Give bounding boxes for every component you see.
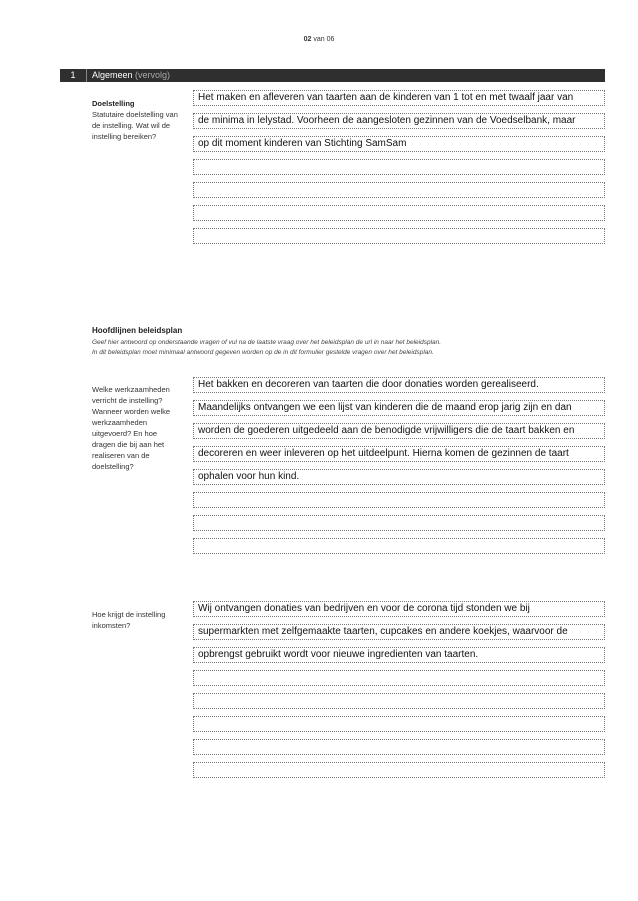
inkomsten-line-7[interactable]	[193, 739, 605, 755]
section-title-text: Algemeen	[92, 70, 133, 80]
werkzaamheden-line-6[interactable]	[193, 492, 605, 508]
doelstelling-label	[92, 98, 182, 142]
doelstelling-description: Statutaire doelstelling van de instelling. Wat wil de instelling bereiken?	[92, 110, 178, 141]
doelstelling-line-3[interactable]: op dit moment kinderen van Stichting SamSam	[193, 136, 605, 152]
beleidsplan-note-1: Geef hier antwoord op onderstaande vragen of vul na de laatste vraag over het beleidsplan de url in naar het beleidsplan.	[92, 339, 442, 346]
werkzaamheden-line-4[interactable]: decoreren en weer inleveren op het uitdeelpunt. Hierna komen de gezinnen de taart	[193, 446, 605, 462]
page-current: 02	[303, 36, 312, 43]
inkomsten-line-8[interactable]	[193, 762, 605, 778]
doelstelling-line-1[interactable]: Het maken en afleveren van taarten aan de kinderen van 1 tot en met twaalf jaar van	[193, 90, 605, 106]
inkomsten-answer	[193, 601, 605, 785]
werkzaamheden-label	[92, 384, 182, 472]
werkzaamheden-line-5[interactable]: ophalen voor hun kind.	[193, 469, 605, 485]
werkzaamheden-line-1[interactable]: Het bakken en decoreren van taarten die door donaties worden gerealiseerd.	[193, 377, 605, 393]
werkzaamheden-line-3[interactable]: worden de goederen uitgedeeld aan de benodigde vrijwilligers die de taart bakken en	[193, 423, 605, 439]
doelstelling-line-2[interactable]: de minima in lelystad. Voorheen de aangesloten gezinnen van de Voedselbank, maar	[193, 113, 605, 129]
doelstelling-heading: Doelstelling	[92, 99, 135, 108]
inkomsten-line-5[interactable]	[193, 693, 605, 709]
inkomsten-line-2[interactable]: supermarkten met zelfgemaakte taarten, cupcakes en andere koekjes, waarvoor de	[193, 624, 605, 640]
werkzaamheden-line-8[interactable]	[193, 538, 605, 554]
doelstelling-answer	[193, 90, 605, 251]
beleidsplan-heading: Hoofdlijnen beleidsplan	[92, 326, 183, 335]
section-subtitle: (vervolg)	[135, 70, 171, 80]
doelstelling-line-5[interactable]	[193, 182, 605, 198]
inkomsten-line-6[interactable]	[193, 716, 605, 732]
doelstelling-line-6[interactable]	[193, 205, 605, 221]
beleidsplan-note-2: In dit beleidsplan moet minimaal antwoord gegeven worden op de in dit formulier gestelde vragen over het beleidsplan.	[92, 349, 434, 356]
section-header-bar	[60, 69, 605, 82]
werkzaamheden-description: Welke werkzaamheden verricht de instelling? Wanneer worden welke werkzaamheden uitgevoerd? En hoe dragen die bij aan het realiseren van de doelstelling?	[92, 385, 171, 471]
werkzaamheden-line-7[interactable]	[193, 515, 605, 531]
inkomsten-line-3[interactable]: opbrengst gebruikt wordt voor nieuwe ingredienten van taarten.	[193, 647, 605, 663]
doelstelling-line-7[interactable]	[193, 228, 605, 244]
inkomsten-line-4[interactable]	[193, 670, 605, 686]
inkomsten-label	[92, 609, 182, 631]
section-number: 1	[70, 70, 76, 80]
werkzaamheden-line-2[interactable]: Maandelijks ontvangen we een lijst van kinderen die de maand erop jarig zijn en dan	[193, 400, 605, 416]
section-title	[92, 69, 170, 82]
page-total: 06	[326, 36, 335, 43]
inkomsten-line-1[interactable]: Wij ontvangen donaties van bedrijven en voor de corona tijd stonden we bij	[193, 601, 605, 617]
inkomsten-description: Hoe krijgt de instelling inkomsten?	[92, 610, 166, 630]
doelstelling-line-4[interactable]	[193, 159, 605, 175]
page-of-label: van	[313, 36, 325, 43]
werkzaamheden-answer	[193, 377, 605, 561]
page-number	[0, 36, 638, 43]
section-divider	[86, 69, 87, 82]
